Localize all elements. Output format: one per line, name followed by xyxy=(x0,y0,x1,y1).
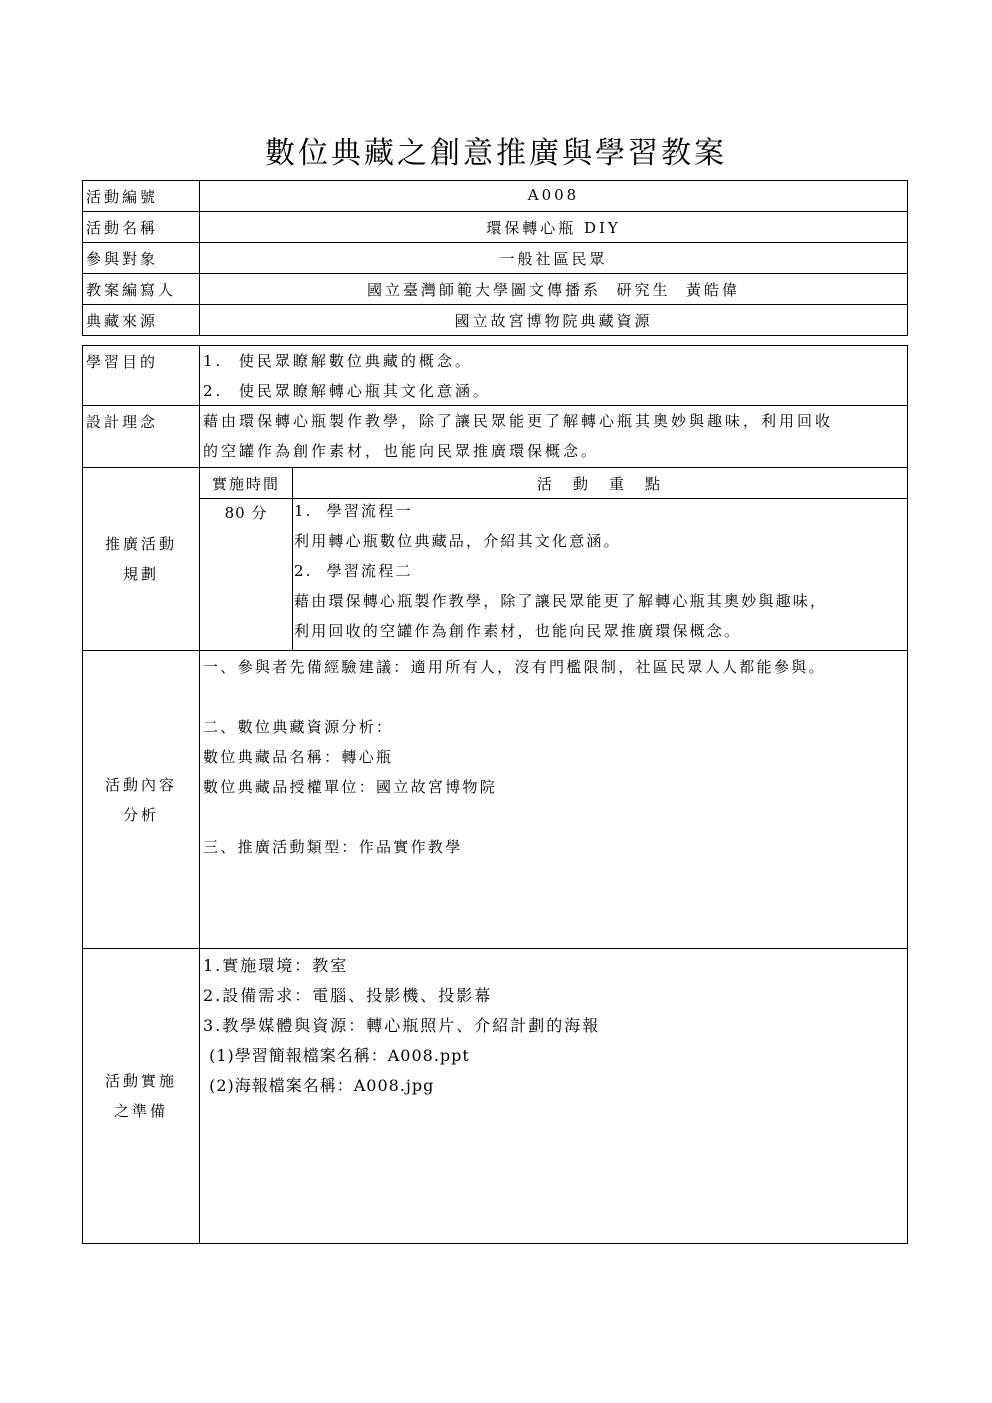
prep-line: (2)海報檔案名稱：A008.jpg xyxy=(203,1076,435,1095)
value-source: 國立故宮博物院典藏資源 xyxy=(199,304,908,336)
focus-line: 藉由環保轉心瓶製作教學，除了讓民眾能更了解轉心瓶其奧妙與趣味， xyxy=(294,592,828,610)
concept-line: 的空罐作為創作素材，也能向民眾推廣環保概念。 xyxy=(203,442,600,460)
label-content xyxy=(82,650,200,949)
goal-line: 2. 使民眾瞭解轉心瓶其文化意涵。 xyxy=(203,382,491,400)
prep-line: 2.設備需求：電腦、投影機、投影幕 xyxy=(203,986,493,1005)
value-concept xyxy=(199,405,908,468)
focus-header: 活 動 重 點 xyxy=(292,467,908,499)
value-id: A008 xyxy=(199,180,908,212)
label-prep xyxy=(82,948,200,1244)
value-name: 環保轉心瓶 DIY xyxy=(199,211,908,243)
prep-line: (1)學習簡報檔案名稱：A008.ppt xyxy=(203,1046,470,1065)
label-name: 活動名稱 xyxy=(82,211,200,243)
concept-line: 藉由環保轉心瓶製作教學，除了讓民眾能更了解轉心瓶其奧妙與趣味，利用回收 xyxy=(203,412,834,430)
page-title: 數位典藏之創意推廣與學習教案 xyxy=(265,136,727,171)
content-line xyxy=(203,802,907,832)
label-id: 活動編號 xyxy=(82,180,200,212)
goal-line: 1. 使民眾瞭解數位典藏的概念。 xyxy=(203,352,473,370)
time-value: 80 分 xyxy=(199,498,293,651)
prep-line: 3.教學媒體與資源：轉心瓶照片、介紹計劃的海報 xyxy=(203,1016,601,1035)
content-line: 三、推廣活動類型：作品實作教學 xyxy=(203,838,463,856)
focus-line: 利用回收的空罐作為創作素材，也能向民眾推廣環保概念。 xyxy=(294,622,742,640)
focus-line: 1. 學習流程一 xyxy=(294,502,413,520)
label-author: 教案編寫人 xyxy=(82,273,200,305)
value-goals xyxy=(199,345,908,406)
content-label-line: 活動內容 xyxy=(104,775,177,794)
content-line: 數位典藏品授權單位：國立故宮博物院 xyxy=(203,778,498,796)
content-line: 二、數位典藏資源分析： xyxy=(203,718,394,736)
label-source: 典藏來源 xyxy=(82,304,200,336)
prep-label-line: 活動實施 xyxy=(104,1072,177,1090)
content-label-line: 分析 xyxy=(122,805,159,824)
value-prep xyxy=(199,948,908,1244)
focus-line: 利用轉心瓶數位典藏品，介紹其文化意涵。 xyxy=(294,532,621,550)
content-line xyxy=(203,682,907,712)
value-content xyxy=(199,650,908,949)
plan-label-line: 規劃 xyxy=(122,565,159,583)
focus-line: 2. 學習流程二 xyxy=(294,562,413,580)
label-audience: 參與對象 xyxy=(82,242,200,274)
label-plan xyxy=(82,467,200,651)
time-header: 實施時間 xyxy=(199,467,293,499)
plan-label-line: 推廣活動 xyxy=(104,535,177,553)
label-goals: 學習目的 xyxy=(82,345,200,406)
prep-label-line: 之準備 xyxy=(113,1102,168,1120)
label-concept: 設計理念 xyxy=(82,405,200,468)
prep-line: 1.實施環境：教室 xyxy=(203,956,349,975)
content-line: 一、參與者先備經驗建議：適用所有人，沒有門檻限制，社區民眾人人都能參與。 xyxy=(203,658,826,676)
value-author: 國立臺灣師範大學圖文傳播系 研究生 黃皓偉 xyxy=(199,273,908,305)
content-line: 數位典藏品名稱：轉心瓶 xyxy=(203,748,394,766)
value-audience: 一般社區民眾 xyxy=(199,242,908,274)
focus-value xyxy=(292,498,908,651)
